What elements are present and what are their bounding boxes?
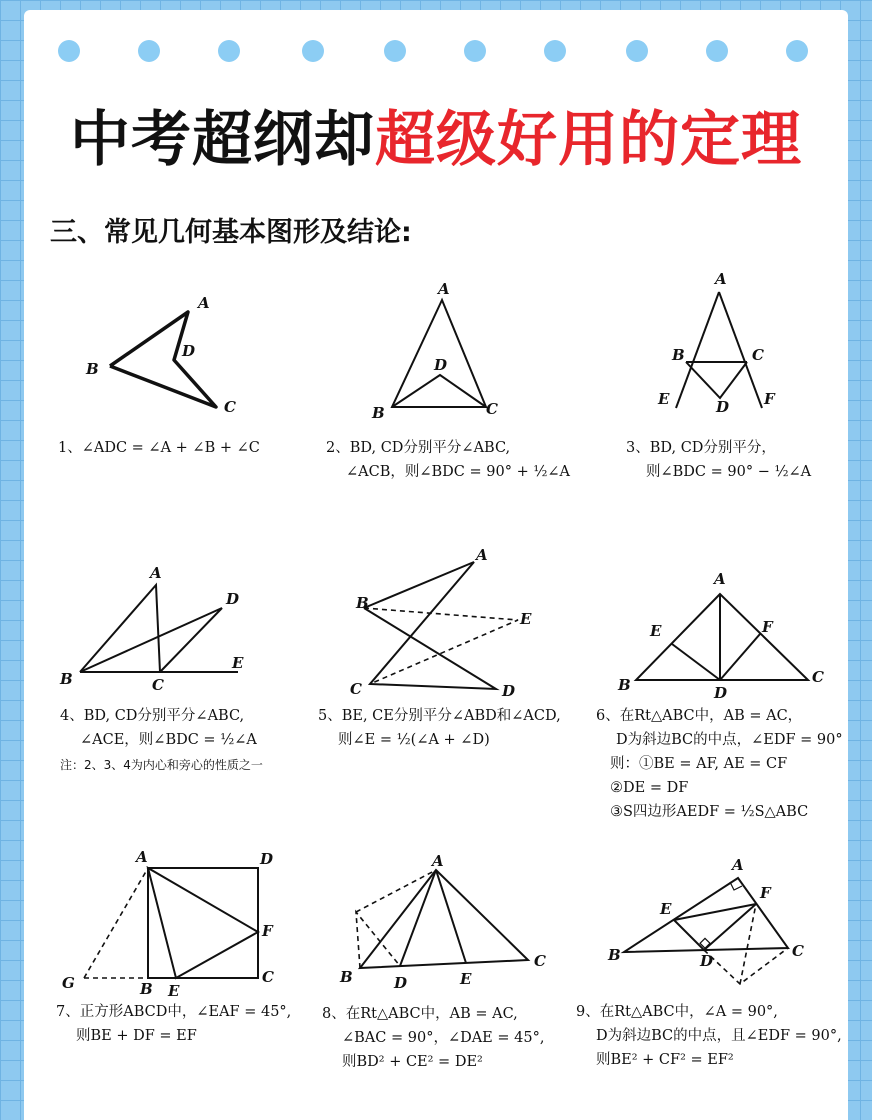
caption-line: ③S四边形AEDF = ½S△ABC: [610, 804, 809, 820]
figure-3-svg: [652, 268, 792, 418]
caption-5: [318, 704, 561, 752]
caption-2: [326, 436, 570, 484]
label-D: D: [434, 356, 448, 374]
label-F: F: [764, 390, 775, 408]
binder-hole: [626, 40, 648, 62]
figure-8-svg: [336, 852, 556, 996]
label-B: B: [356, 594, 369, 612]
label-D: D: [502, 682, 516, 700]
caption-line: 则∠BDC = 90° − ½∠A: [646, 464, 812, 480]
label-C: C: [812, 668, 824, 686]
label-E: E: [520, 610, 532, 628]
label-D: D: [700, 952, 714, 970]
binder-hole: [302, 40, 324, 62]
label-D: D: [260, 850, 274, 868]
binder-hole: [218, 40, 240, 62]
caption-line: ②DE = DF: [610, 780, 689, 796]
label-E: E: [168, 982, 180, 1000]
figure-7-svg: [56, 848, 286, 998]
caption-7: [56, 1000, 291, 1048]
caption-line: 6、在Rt△ABC中，AB = AC，: [596, 708, 803, 724]
caption-line: 则BE² + CF² = EF²: [596, 1052, 734, 1068]
label-B: B: [60, 670, 73, 688]
footnote: 注：2、3、4为内心和旁心的性质之一: [60, 758, 263, 772]
figure-5: [350, 544, 540, 700]
caption-4: [60, 704, 257, 752]
caption-8: [322, 1002, 544, 1074]
caption-line: D为斜边BC的中点，且∠EDF = 90°,: [596, 1028, 842, 1044]
binder-hole: [544, 40, 566, 62]
caption-line: 1、∠ADC = ∠A + ∠B + ∠C: [58, 440, 260, 456]
label-B: B: [372, 404, 385, 422]
label-E: E: [650, 622, 662, 640]
label-A: A: [732, 856, 744, 874]
label-C: C: [152, 676, 164, 694]
figure-4: [56, 560, 266, 694]
binder-hole: [464, 40, 486, 62]
binder-hole: [706, 40, 728, 62]
figure-8: [336, 852, 556, 996]
page-title: [24, 92, 848, 178]
figure-9: [604, 856, 824, 986]
caption-1: [58, 436, 260, 460]
caption-line: 则∠E = ½(∠A + ∠D): [338, 732, 490, 748]
label-A: A: [198, 294, 210, 312]
label-A: A: [136, 848, 148, 866]
caption-line: 则BD² + CE² = DE²: [342, 1054, 483, 1070]
caption-line: 5、BE, CE分别平分∠ABD和∠ACD,: [318, 708, 561, 724]
label-C: C: [534, 952, 546, 970]
label-B: B: [608, 946, 621, 964]
binder-holes: [24, 40, 848, 64]
figure-6-svg: [614, 570, 834, 700]
label-A: A: [438, 280, 450, 298]
caption-line: 7、正方形ABCD中，∠EAF = 45°,: [56, 1004, 292, 1020]
label-C: C: [752, 346, 764, 364]
figure-2: [368, 280, 508, 425]
caption-line: ∠ACB，则∠BDC = 90° + ½∠A: [346, 464, 571, 480]
section-heading: 三、常见几何基本图形及结论:: [50, 217, 412, 248]
title-red: 超级好用的定理: [375, 105, 802, 175]
label-D: D: [394, 974, 408, 992]
caption-line: D为斜边BC的中点，∠EDF = 90°: [616, 732, 843, 748]
figure-1-svg: [80, 290, 260, 420]
label-E: E: [232, 654, 244, 672]
caption-line: ∠ACE，则∠BDC = ½∠A: [80, 732, 257, 748]
label-D: D: [714, 684, 728, 702]
caption-6: [596, 704, 843, 824]
label-E: E: [660, 900, 672, 918]
figure-5-svg: [350, 544, 540, 700]
label-E: E: [460, 970, 472, 988]
title-black: 中考超纲却: [70, 105, 375, 175]
label-D: D: [182, 342, 196, 360]
caption-line: 3、BD, CD分别平分，: [626, 440, 776, 456]
caption-line: 8、在Rt△ABC中，AB = AC,: [322, 1006, 518, 1022]
caption-line: 2、BD, CD分别平分∠ABC,: [326, 440, 511, 456]
caption-line: 则BE + DF = EF: [76, 1028, 197, 1044]
label-C: C: [486, 400, 498, 418]
binder-hole: [58, 40, 80, 62]
binder-hole: [384, 40, 406, 62]
caption-line: 9、在Rt△ABC中，∠A = 90°,: [576, 1004, 778, 1020]
figure-7: [56, 848, 286, 998]
label-C: C: [350, 680, 362, 698]
label-B: B: [86, 360, 99, 378]
label-A: A: [714, 570, 726, 588]
label-D: D: [226, 590, 240, 608]
figure-3: [652, 268, 792, 418]
label-C: C: [262, 968, 274, 986]
label-F: F: [262, 922, 273, 940]
binder-hole: [138, 40, 160, 62]
caption-9: [576, 1000, 842, 1072]
label-B: B: [340, 968, 353, 986]
label-D: D: [716, 398, 730, 416]
figure-6: [614, 570, 834, 700]
label-G: G: [62, 974, 75, 992]
label-A: A: [476, 546, 488, 564]
binder-hole: [786, 40, 808, 62]
label-C: C: [224, 398, 236, 416]
label-E: E: [658, 390, 670, 408]
label-F: F: [760, 884, 771, 902]
figure-9-svg: [604, 856, 824, 986]
label-B: B: [618, 676, 631, 694]
label-A: A: [150, 564, 162, 582]
figure-2-svg: [368, 280, 508, 425]
caption-line: ∠BAC = 90°，∠DAE = 45°,: [342, 1030, 545, 1046]
label-A: A: [715, 270, 727, 288]
caption-line: 4、BD, CD分别平分∠ABC,: [60, 708, 245, 724]
caption-3: [626, 436, 811, 484]
label-F: F: [762, 618, 773, 636]
figure-4-svg: [56, 560, 266, 694]
label-B: B: [672, 346, 685, 364]
figure-1: [80, 290, 260, 420]
label-B: B: [140, 980, 153, 998]
label-A: A: [432, 852, 444, 870]
caption-line: 则：①BE = AF, AE = CF: [610, 756, 788, 772]
label-C: C: [792, 942, 804, 960]
